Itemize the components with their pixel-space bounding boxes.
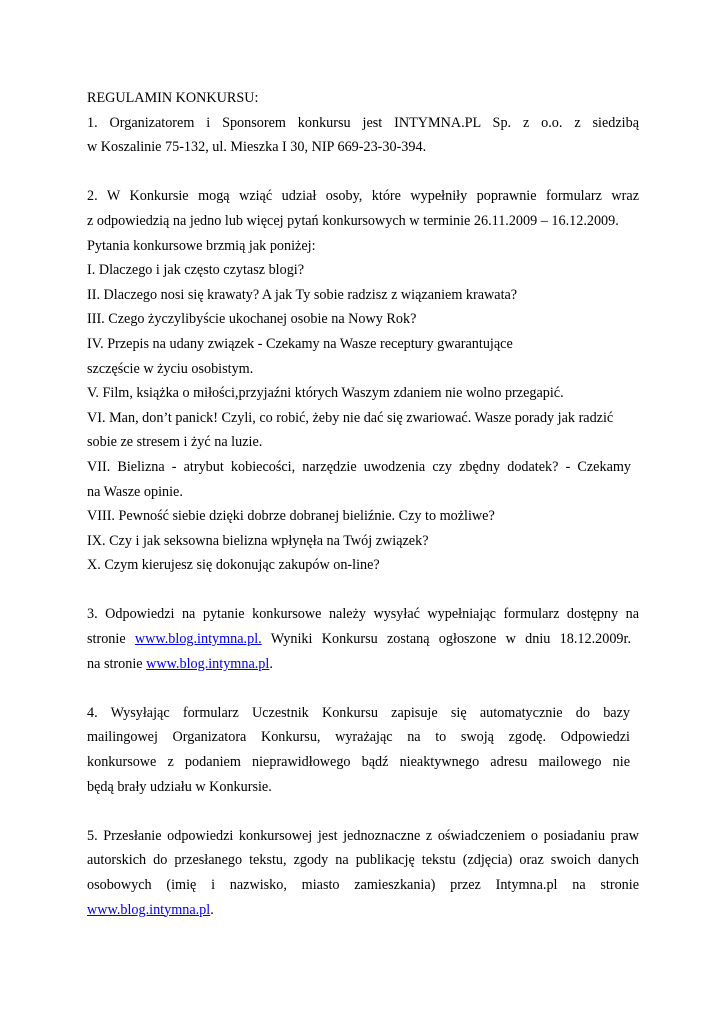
blog-link[interactable]: www.blog.intymna.pl (87, 901, 211, 918)
section-5-line-4-suffix: . (210, 901, 214, 918)
section-2-line-1: 2. W Konkursie mogą wziąć udział osoby, które wypełniły poprawnie formularz wraz (87, 188, 639, 205)
document-title: REGULAMIN KONKURSU: (87, 90, 259, 106)
paragraph-gap (87, 799, 639, 824)
question-6-line-1: VI. Man, don’t panick! Czyli, co robić, żeby nie dać się zwariować. Wasze porady jak radzić (87, 409, 614, 426)
section-1-line-2: w Koszalinie 75-132, ul. Mieszka I 30, NIP 669-23-30-394. (87, 139, 427, 156)
section-3-line-3-prefix: na stronie (87, 655, 143, 672)
paragraph-gap (87, 160, 639, 185)
section-5-line-2: autorskich do przesłanego tekstu, zgody na publikację tekstu (zdjęcia) oraz swoich danych (87, 852, 639, 869)
question-4-line-1: IV. Przepis na udany związek - Czekamy na Wasze receptury gwarantujące (87, 335, 513, 352)
section-2-line-3: Pytania konkursowe brzmią jak poniżej: (87, 237, 316, 254)
section-3-line-2 (87, 627, 639, 652)
section-3-line-2-prefix: stronie (87, 631, 126, 648)
question-4-line-2: szczęście w życiu osobistym. (87, 360, 254, 377)
section-5-line-3: osobowych (imię i nazwisko, miasto zamieszkania) przez Intymna.pl na stronie (87, 877, 639, 893)
section-5 (87, 824, 639, 922)
blog-link[interactable]: www.blog.intymna.pl. (134, 631, 262, 648)
section-3 (87, 602, 639, 676)
question-3: III. Czego życzylibyście ukochanej osobie na Nowy Rok? (87, 311, 417, 328)
section-4-line-3: konkursowe z podaniem nieprawidłowego bądź nieaktywnego adresu mailowego nie (87, 754, 630, 771)
paragraph-gap (87, 676, 639, 701)
question-6-line-2: sobie ze stresem i żyć na luzie. (87, 434, 263, 451)
question-7-line-2: na Wasze opinie. (87, 483, 183, 500)
question-8: VIII. Pewność siebie dzięki dobrze dobranej bieliźnie. Czy to możliwe? (87, 508, 495, 525)
section-2 (87, 184, 639, 578)
paragraph-gap (87, 578, 639, 603)
section-5-line-1: 5. Przesłanie odpowiedzi konkursowej jest jednoznaczne z oświadczeniem o posiadaniu praw (87, 827, 639, 844)
question-10: X. Czym kierujesz się dokonując zakupów on-line? (87, 557, 380, 574)
section-4 (87, 701, 639, 799)
blog-link[interactable]: www.blog.intymna.pl (146, 655, 270, 672)
question-7-line-1: VII. Bielizna - atrybut kobiecości, narzędzie uwodzenia czy zbędny dodatek? - Czekamy (87, 458, 631, 475)
section-2-line-2: z odpowiedzią na jedno lub więcej pytań konkursowych w terminie 26.11.2009 – 16.12.2009. (87, 212, 619, 229)
section-1-line-1: 1. Organizatorem i Sponsorem konkursu jest INTYMNA.PL Sp. z o.o. z siedzibą (87, 114, 639, 131)
section-3-line-2-suffix: Wyniki Konkursu zostaną ogłoszone w dniu 18.12.2009r. (270, 631, 632, 648)
section-4-line-4: będą brały udziału w Konkursie. (87, 778, 272, 795)
section-1 (87, 111, 639, 160)
section-5-line-4 (87, 898, 639, 923)
section-3-line-1: 3. Odpowiedzi na pytanie konkursowe należy wysyłać wypełniając formularz dostępny na (87, 606, 639, 623)
question-5: V. Film, książka o miłości,przyjaźni których Waszym zdaniem nie wolno przegapić. (87, 385, 564, 402)
question-9: IX. Czy i jak seksowna bielizna wpłynęła na Twój związek? (87, 532, 429, 549)
section-3-line-3 (87, 652, 639, 677)
section-4-line-2: mailingowej Organizatora Konkursu, wyrażając na to swoją zgodę. Odpowiedzi (87, 729, 630, 746)
question-2: II. Dlaczego nosi się krawaty? A jak Ty sobie radzisz z wiązaniem krawata? (87, 286, 518, 303)
section-4-line-1: 4. Wysyłając formularz Uczestnik Konkursu zapisuje się automatycznie do bazy (87, 704, 630, 721)
section-3-line-3-suffix: . (269, 655, 273, 672)
question-1: I. Dlaczego i jak często czytasz blogi? (87, 262, 305, 279)
